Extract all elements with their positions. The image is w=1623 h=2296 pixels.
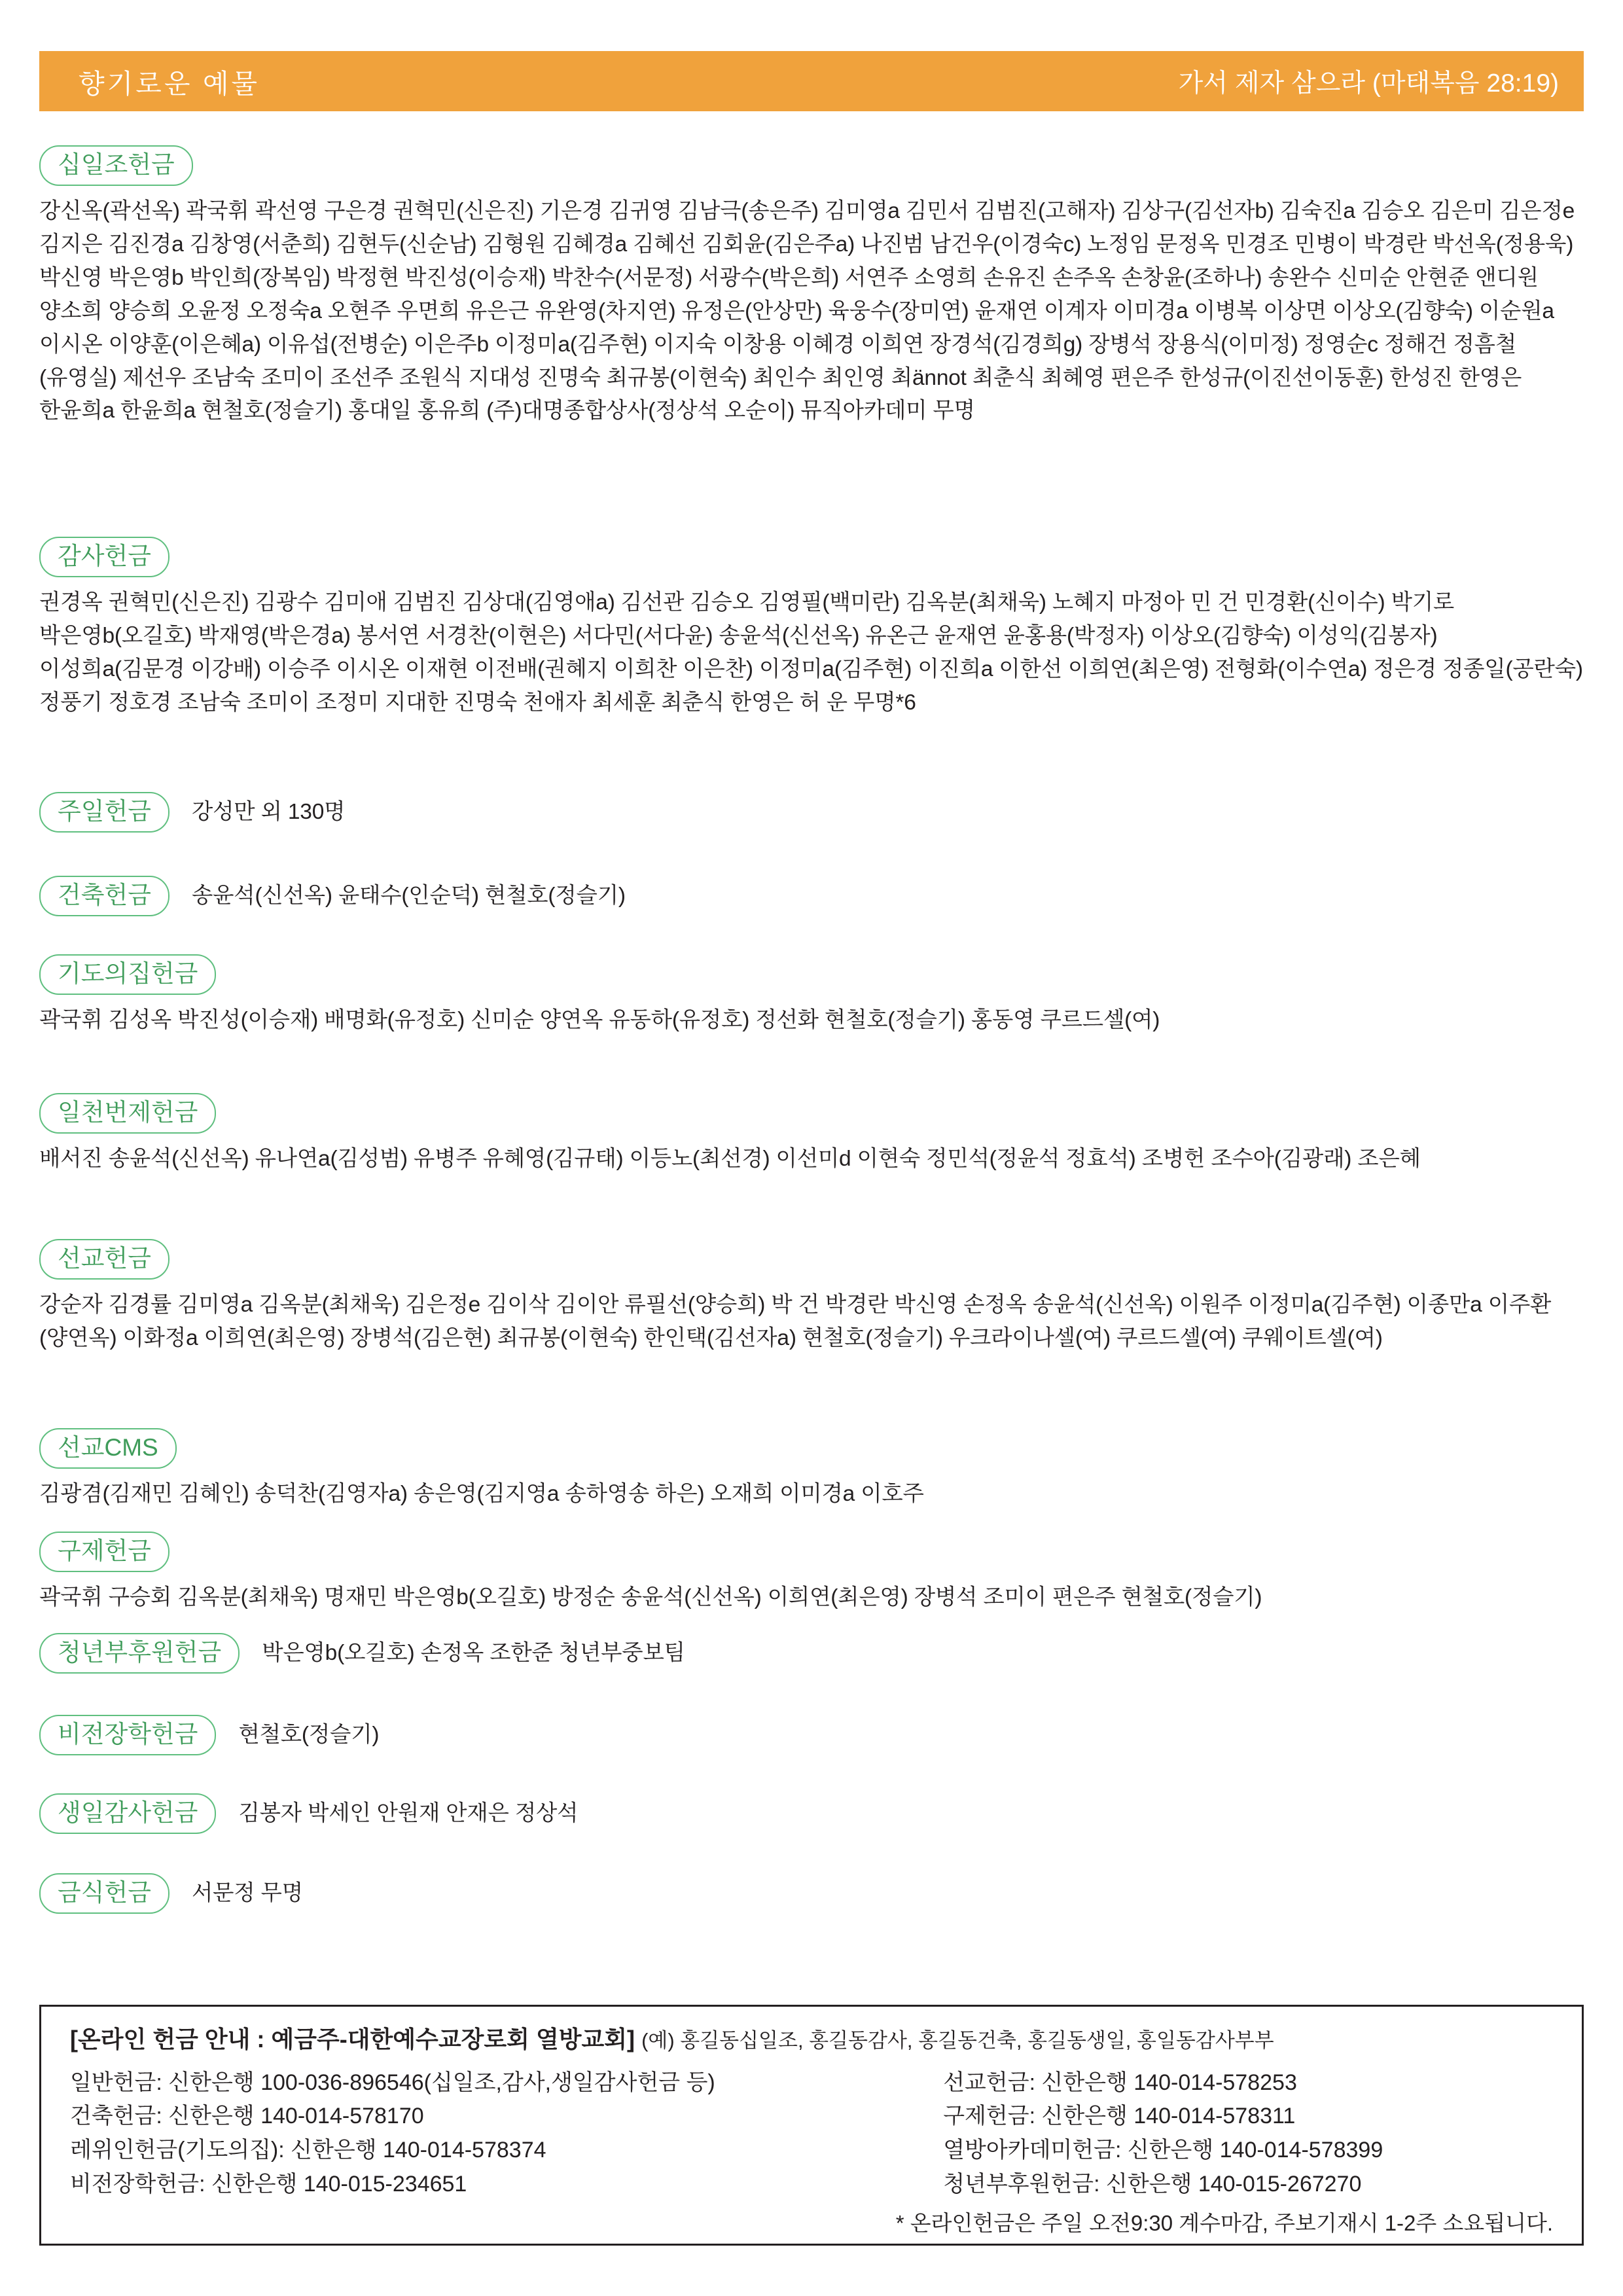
header-title: 향기로운 예물 xyxy=(79,68,260,99)
section-names-relief: 곽국휘 구승회 김옥분(최채욱) 명재민 박은영b(오길호) 방정순 송윤석(신선옥) 이희연(최은영) 장병석 조미이 편은주 현철호(정슬기) xyxy=(39,1585,1262,1609)
section-tag-birthday: 생일감사헌금 xyxy=(39,1793,216,1834)
section-names-tithe: 강신옥(곽선옥) 곽국휘 곽선영 구은경 권혁민(신은진) 기은경 김귀영 김남극(송은주) 김미영a 김민서 김범진(고해자) 김상구(김선자b) 김숙진a 김승오 김은미 김은정e 김지은 김진경a 김창영(서춘희) 김현두(신순남) 김형원 김혜경a 김혜선 김회윤(김은주a) 나진범 남건우(이경숙c) 노정임 문정옥 민경조 민병이 박경란 박선옥(정용욱) 박신영 박은영b 박인희(장복임) 박정현 박진성(이승재) 박찬수(서문정) 서광수(박은희) 서연주 소영희 손유진 손주옥 손창윤(조하나) 송완수 신미순 안현준 앤디원 양소희 양승희 오윤정 오정숙a 오현주 우면희 유은근 유완영(차지연) 유정은(안상만) 육웅수(장미연) 윤재연 이계자 이미경a 이병복 이상면 이상오(김향숙) 이순원a 이시온 이양훈(이은혜a) 이유섭(전병순) 이은주b 이정미a(김주현) 이지숙 이창용 이혜경 이희연 장경석(김경희g) 장병석 장용식(이미정) 정영순c 정해건 정흠철(유영실) 제선우 조남숙 조미이 조선주 조원식 지대성 진명숙 최규봉(이현숙) 최인수 최인영 최ännot 최춘식 최혜영 편은주 한성규(이진선이동훈) 한성진 한영은 한윤희a 한윤희a 현철호(정슬기) 홍대일 홍유희 (주)대명종합상사(정상석 오순이) 뮤직아카데미 무명 xyxy=(39,199,1575,423)
section-tag-tithe: 십일조헌금 xyxy=(39,145,193,186)
section-tag-youth-support: 청년부후원헌금 xyxy=(39,1633,240,1674)
section-relief xyxy=(39,1532,1584,1615)
section-tag-mission-cms: 선교CMS xyxy=(39,1428,177,1469)
section-row-fasting xyxy=(39,1873,1584,1914)
section-names-building: 송윤석(신선옥) 윤태수(인순덕) 현철호(정슬기) xyxy=(191,883,626,908)
footer-accounts-left xyxy=(70,2066,943,2202)
section-row-building xyxy=(39,876,1584,916)
footer-note: * 온라인헌금은 주일 오전9:30 계수마감, 주보기재시 1-2주 소요됩니다. xyxy=(895,2211,1553,2236)
account-line: 레위인헌금(기도의집): 신한은행 140-014-578374 xyxy=(70,2137,546,2162)
section-names-vision-scholarship: 현철호(정슬기) xyxy=(238,1722,380,1747)
account-line: 일반헌금: 신한은행 100-036-896546(십일조,감사,생일감사헌금 등) xyxy=(70,2070,715,2095)
section-tag-vision-scholarship: 비전장학헌금 xyxy=(39,1715,216,1755)
section-names-fasting: 서문정 무명 xyxy=(191,1880,303,1905)
section-tithe xyxy=(39,145,1584,428)
section-building xyxy=(39,876,1584,916)
online-offering-box xyxy=(39,2005,1584,2246)
section-thanksgiving xyxy=(39,537,1584,720)
section-mission-cms xyxy=(39,1428,1584,1511)
section-tag-thanksgiving: 감사헌금 xyxy=(39,537,169,577)
section-tag-prayer-house: 기도의집헌금 xyxy=(39,954,216,995)
page-header xyxy=(39,51,1584,111)
section-names-birthday: 김봉자 박세인 안원재 안재은 정상석 xyxy=(238,1801,579,1825)
section-row-youth-support xyxy=(39,1633,1584,1674)
section-tag-building: 건축헌금 xyxy=(39,876,169,916)
footer-title-bold: [온라인 헌금 안내 : 예금주-대한예수교장로회 열방교회] xyxy=(70,2026,635,2053)
section-youth-support xyxy=(39,1633,1584,1674)
section-names-thanksgiving: 권경옥 권혁민(신은진) 김광수 김미애 김범진 김상대(김영애a) 김선관 김승오 김영필(백미란) 김옥분(최채욱) 노혜지 마정아 민 건 민경환(신이수) 박기로 박은영b(오길호) 박재영(박은경a) 봉서연 서경찬(이현은) 서다민(서다윤) 송윤석(신선옥) 유온근 윤재연 윤홍용(박정자) 이상오(김향숙) 이성익(김봉자) 이성희a(김문경 이강배) 이승주 이시온 이재현 이전배(권혜지 이희찬 이은찬) 이정미a(김주현) 이진희a 이한선 이희연(최은영) 전형화(이수연a) 정은경 정종일(공란숙) 정풍기 정호경 조남숙 조미이 조정미 지대한 진명숙 천애자 최세훈 최춘식 한영은 허 운 무명*6 xyxy=(39,590,1583,715)
footer-title-rest: (예) 홍길동십일조, 홍길동감사, 홍길동건축, 홍길동생일, 홍일동감사부부 xyxy=(641,2029,1274,2052)
account-line: 선교헌금: 신한은행 140-014-578253 xyxy=(943,2070,1297,2095)
section-names-prayer-house: 곽국휘 김성옥 박진성(이승재) 배명화(유정호) 신미순 양연옥 유동하(유정호) 정선화 현철호(정슬기) 홍동영 쿠르드셀(여) xyxy=(39,1008,1160,1032)
account-line: 열방아카데미헌금: 신한은행 140-014-578399 xyxy=(943,2137,1383,2162)
section-names-mission-cms: 김광겸(김재민 김혜인) 송덕찬(김영자a) 송은영(김지영a 송하영송 하은) 오재희 이미경a 이호주 xyxy=(39,1482,924,1506)
header-verse: 가서 제자 삼으라 (마태복음 28:19) xyxy=(1178,69,1559,98)
section-row-sunday xyxy=(39,792,1584,833)
section-birthday xyxy=(39,1793,1584,1834)
section-tag-relief: 구제헌금 xyxy=(39,1532,169,1572)
section-row-vision-scholarship xyxy=(39,1715,1584,1755)
section-sunday xyxy=(39,792,1584,833)
account-line: 구제헌금: 신한은행 140-014-578311 xyxy=(943,2104,1296,2129)
section-prayer-house xyxy=(39,954,1584,1037)
section-names-thousand-offering: 배서진 송윤석(신선옥) 유나연a(김성범) 유병주 유혜영(김규태) 이등노(최선경) 이선미d 이현숙 정민석(정윤석 정효석) 조병헌 조수아(김광래) 조은혜 xyxy=(39,1147,1421,1171)
account-line: 비전장학헌금: 신한은행 140-015-234651 xyxy=(70,2171,467,2197)
section-fasting xyxy=(39,1873,1584,1914)
section-names-youth-support: 박은영b(오길호) 손정옥 조한준 청년부중보팀 xyxy=(262,1640,685,1665)
section-mission xyxy=(39,1239,1584,1355)
section-tag-sunday: 주일헌금 xyxy=(39,792,169,833)
footer-accounts-right xyxy=(943,2066,1560,2202)
section-row-birthday xyxy=(39,1793,1584,1834)
section-tag-fasting: 금식헌금 xyxy=(39,1873,169,1914)
section-names-mission: 강순자 김경률 김미영a 김옥분(최채욱) 김은정e 김이삭 김이안 류필선(양승희) 박 건 박경란 박신영 손정옥 송윤석(신선옥) 이원주 이정미a(김주현) 이종만a 이주환(양연옥) 이화정a 이희연(최은영) 장병석(김은현) 최규봉(이현숙) 한인택(김선자a) 현철호(정슬기) 우크라이나셀(여) 쿠르드셀(여) 쿠웨이트셀(여) xyxy=(39,1293,1552,1350)
section-tag-mission: 선교헌금 xyxy=(39,1239,169,1280)
section-tag-thousand-offering: 일천번제헌금 xyxy=(39,1093,216,1134)
footer-title xyxy=(70,2024,1560,2056)
section-names-sunday: 강성만 외 130명 xyxy=(191,799,346,824)
account-line: 청년부후원헌금: 신한은행 140-015-267270 xyxy=(943,2171,1362,2197)
account-line: 건축헌금: 신한은행 140-014-578170 xyxy=(70,2104,424,2129)
section-vision-scholarship xyxy=(39,1715,1584,1755)
footer-account-columns xyxy=(70,2066,1560,2202)
section-thousand-offering xyxy=(39,1093,1584,1176)
